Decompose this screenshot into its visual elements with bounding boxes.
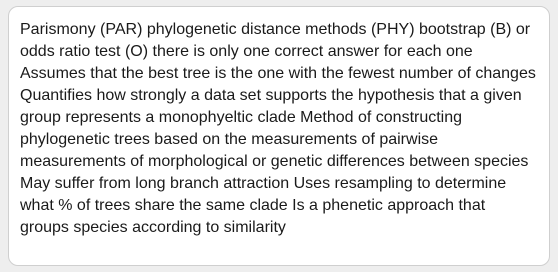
question-card [8, 6, 550, 266]
question-text: Parismony (PAR) phylogenetic distance methods (PHY) bootstrap (B) or odds ratio test (O) there is only one correct answer for each one Assumes that the best tree is the one with the fewest number of changes Quantifies how strongly a data set supports the hypothesis that a given group represents a monophyeltic clade Method of constructing phylogenetic trees based on the measurements of pairwise measurements of morphological or genetic differences between species May suffer from long branch attraction Uses resampling to determine what % of trees share the same clade Is a phenetic approach that groups species according to similarity [20, 21, 536, 236]
